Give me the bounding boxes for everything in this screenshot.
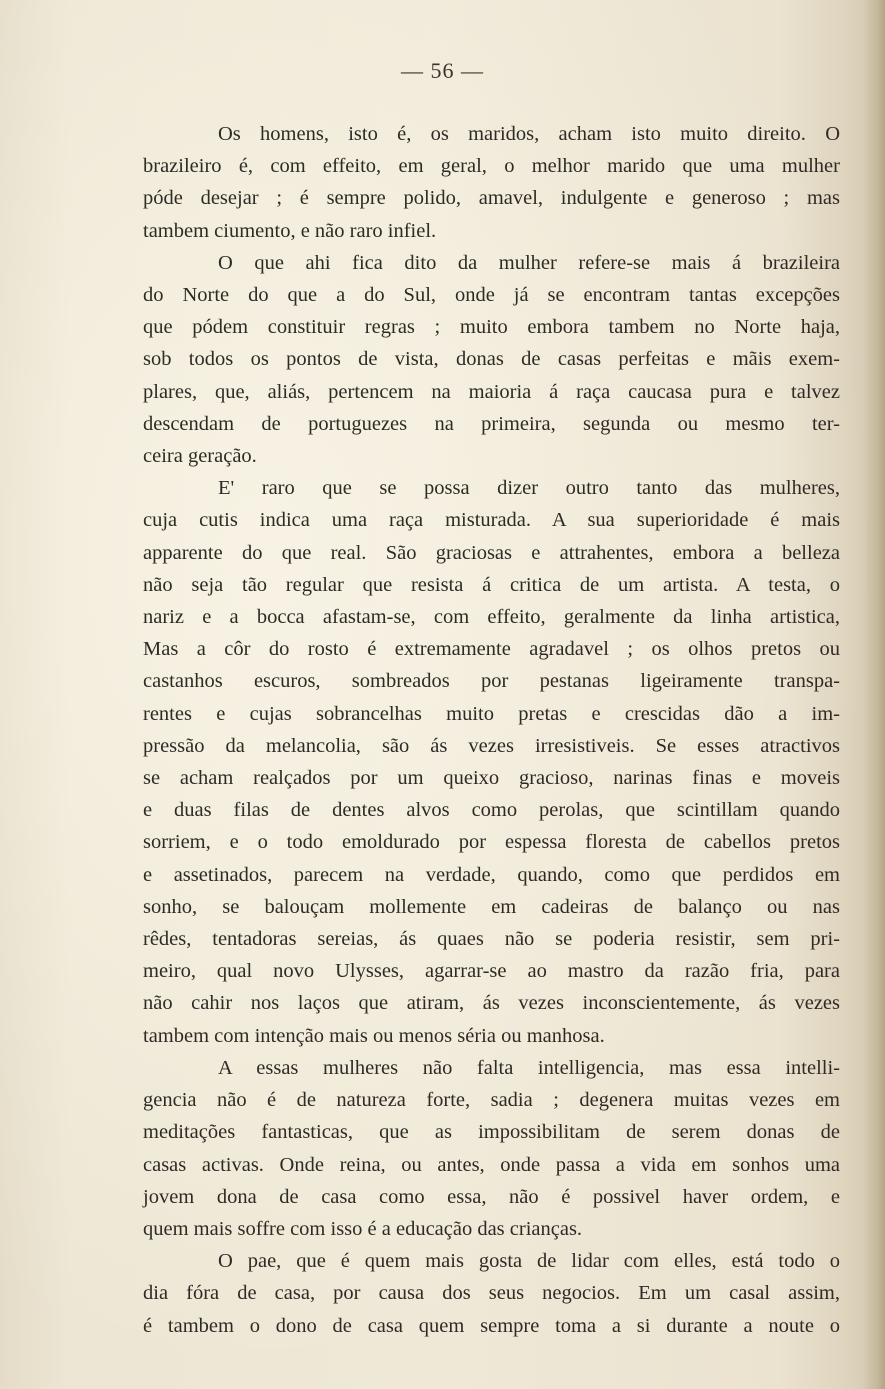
- text-line: rêdes, tentadoras sereias, ás quaes não se poderia resistir, sem pri-: [143, 928, 840, 951]
- text-line: rentes e cujas sobrancelhas muito pretas e crescidas dão a im-: [143, 702, 840, 725]
- page-edge-shadow: [863, 0, 885, 1389]
- text-line: descendam de portuguezes na primeira, segunda ou mesmo ter-: [143, 412, 840, 435]
- text-line: sorriem, e o todo emoldurado por espessa floresta de cabellos pretos: [143, 831, 840, 854]
- text-line: ceira geração.: [143, 445, 257, 468]
- text-line: castanhos escuros, sombreados por pestanas ligeiramente transpa-: [143, 670, 840, 693]
- text-line: sob todos os pontos de vista, donas de casas perfeitas e mãis exem-: [143, 348, 840, 371]
- text-line: E' raro que se possa dizer outro tanto das mulheres,: [218, 477, 840, 500]
- text-line: O que ahi fica dito da mulher refere-se mais á brazileira: [218, 251, 840, 274]
- text-line: dia fóra de casa, por causa dos seus negocios. Em um casal assim,: [143, 1282, 840, 1305]
- text-line: plares, que, aliás, pertencem na maioria á raça caucasa pura e talvez: [143, 380, 840, 403]
- text-line: jovem dona de casa como essa, não é possivel haver ordem, e: [143, 1185, 840, 1208]
- text-line: tambem com intenção mais ou menos séria ou manhosa.: [143, 1024, 605, 1047]
- text-line: apparente do que real. São graciosas e attrahentes, embora a belleza: [143, 541, 840, 564]
- paragraph-list: [143, 118, 840, 1342]
- text-line: nariz e a bocca afastam-se, com effeito, geralmente da linha artistica,: [143, 606, 840, 629]
- text-line: é tambem o dono de casa quem sempre toma a si durante a noute o: [143, 1314, 840, 1337]
- page-number: — 56 —: [401, 58, 484, 83]
- text-line: Mas a côr do rosto é extremamente agradavel ; os olhos pretos ou: [143, 638, 840, 661]
- text-line: e assetinados, parecem na verdade, quando, como que perdidos em: [143, 863, 840, 886]
- text-line: pressão da melancolia, são ás vezes irresistiveis. Se esses atractivos: [143, 734, 840, 757]
- text-line: quem mais soffre com isso é a educação das crianças.: [143, 1217, 583, 1240]
- text-line: que pódem constituir regras ; muito embora tambem no Norte haja,: [143, 316, 840, 339]
- text-line: O pae, que é quem mais gosta de lidar com elles, está todo o: [218, 1250, 840, 1273]
- text-line: do Norte do que a do Sul, onde já se encontram tantas excepções: [143, 284, 840, 307]
- text-line: póde desejar ; é sempre polido, amavel, indulgente e generoso ; mas: [143, 187, 840, 210]
- text-line: não seja tão regular que resista á critica de um artista. A testa, o: [143, 573, 840, 596]
- text-line: tambem ciumento, e não raro infiel.: [143, 219, 437, 242]
- text-line: cuja cutis indica uma raça misturada. A sua superioridade é mais: [143, 509, 840, 532]
- text-line: se acham realçados por um queixo gracioso, narinas finas e moveis: [143, 767, 840, 790]
- text-line: Os homens, isto é, os maridos, acham isto muito direito. O: [218, 123, 840, 145]
- text-line: sonho, se balouçam mollemente em cadeiras de balanço ou nas: [143, 895, 840, 918]
- text-line: A essas mulheres não falta intelligencia, mas essa intelli-: [218, 1056, 840, 1079]
- text-line: não cahir nos laços que atiram, ás vezes inconscientemente, ás vezes: [143, 992, 840, 1015]
- text-line: e duas filas de dentes alvos como perolas, que scintillam quando: [143, 799, 840, 822]
- text-line: brazileiro é, com effeito, em geral, o melhor marido que uma mulher: [143, 155, 840, 178]
- text-line: meiro, qual novo Ulysses, agarrar-se ao mastro da razão fria, para: [143, 960, 840, 983]
- text-line: casas activas. Onde reina, ou antes, onde passa a vida em sonhos uma: [143, 1153, 840, 1176]
- text-line: gencia não é de natureza forte, sadia ; degenera muitas vezes em: [143, 1089, 840, 1112]
- body-text: [143, 118, 840, 1342]
- text-line: meditações fantasticas, que as impossibilitam de serem donas de: [143, 1121, 840, 1144]
